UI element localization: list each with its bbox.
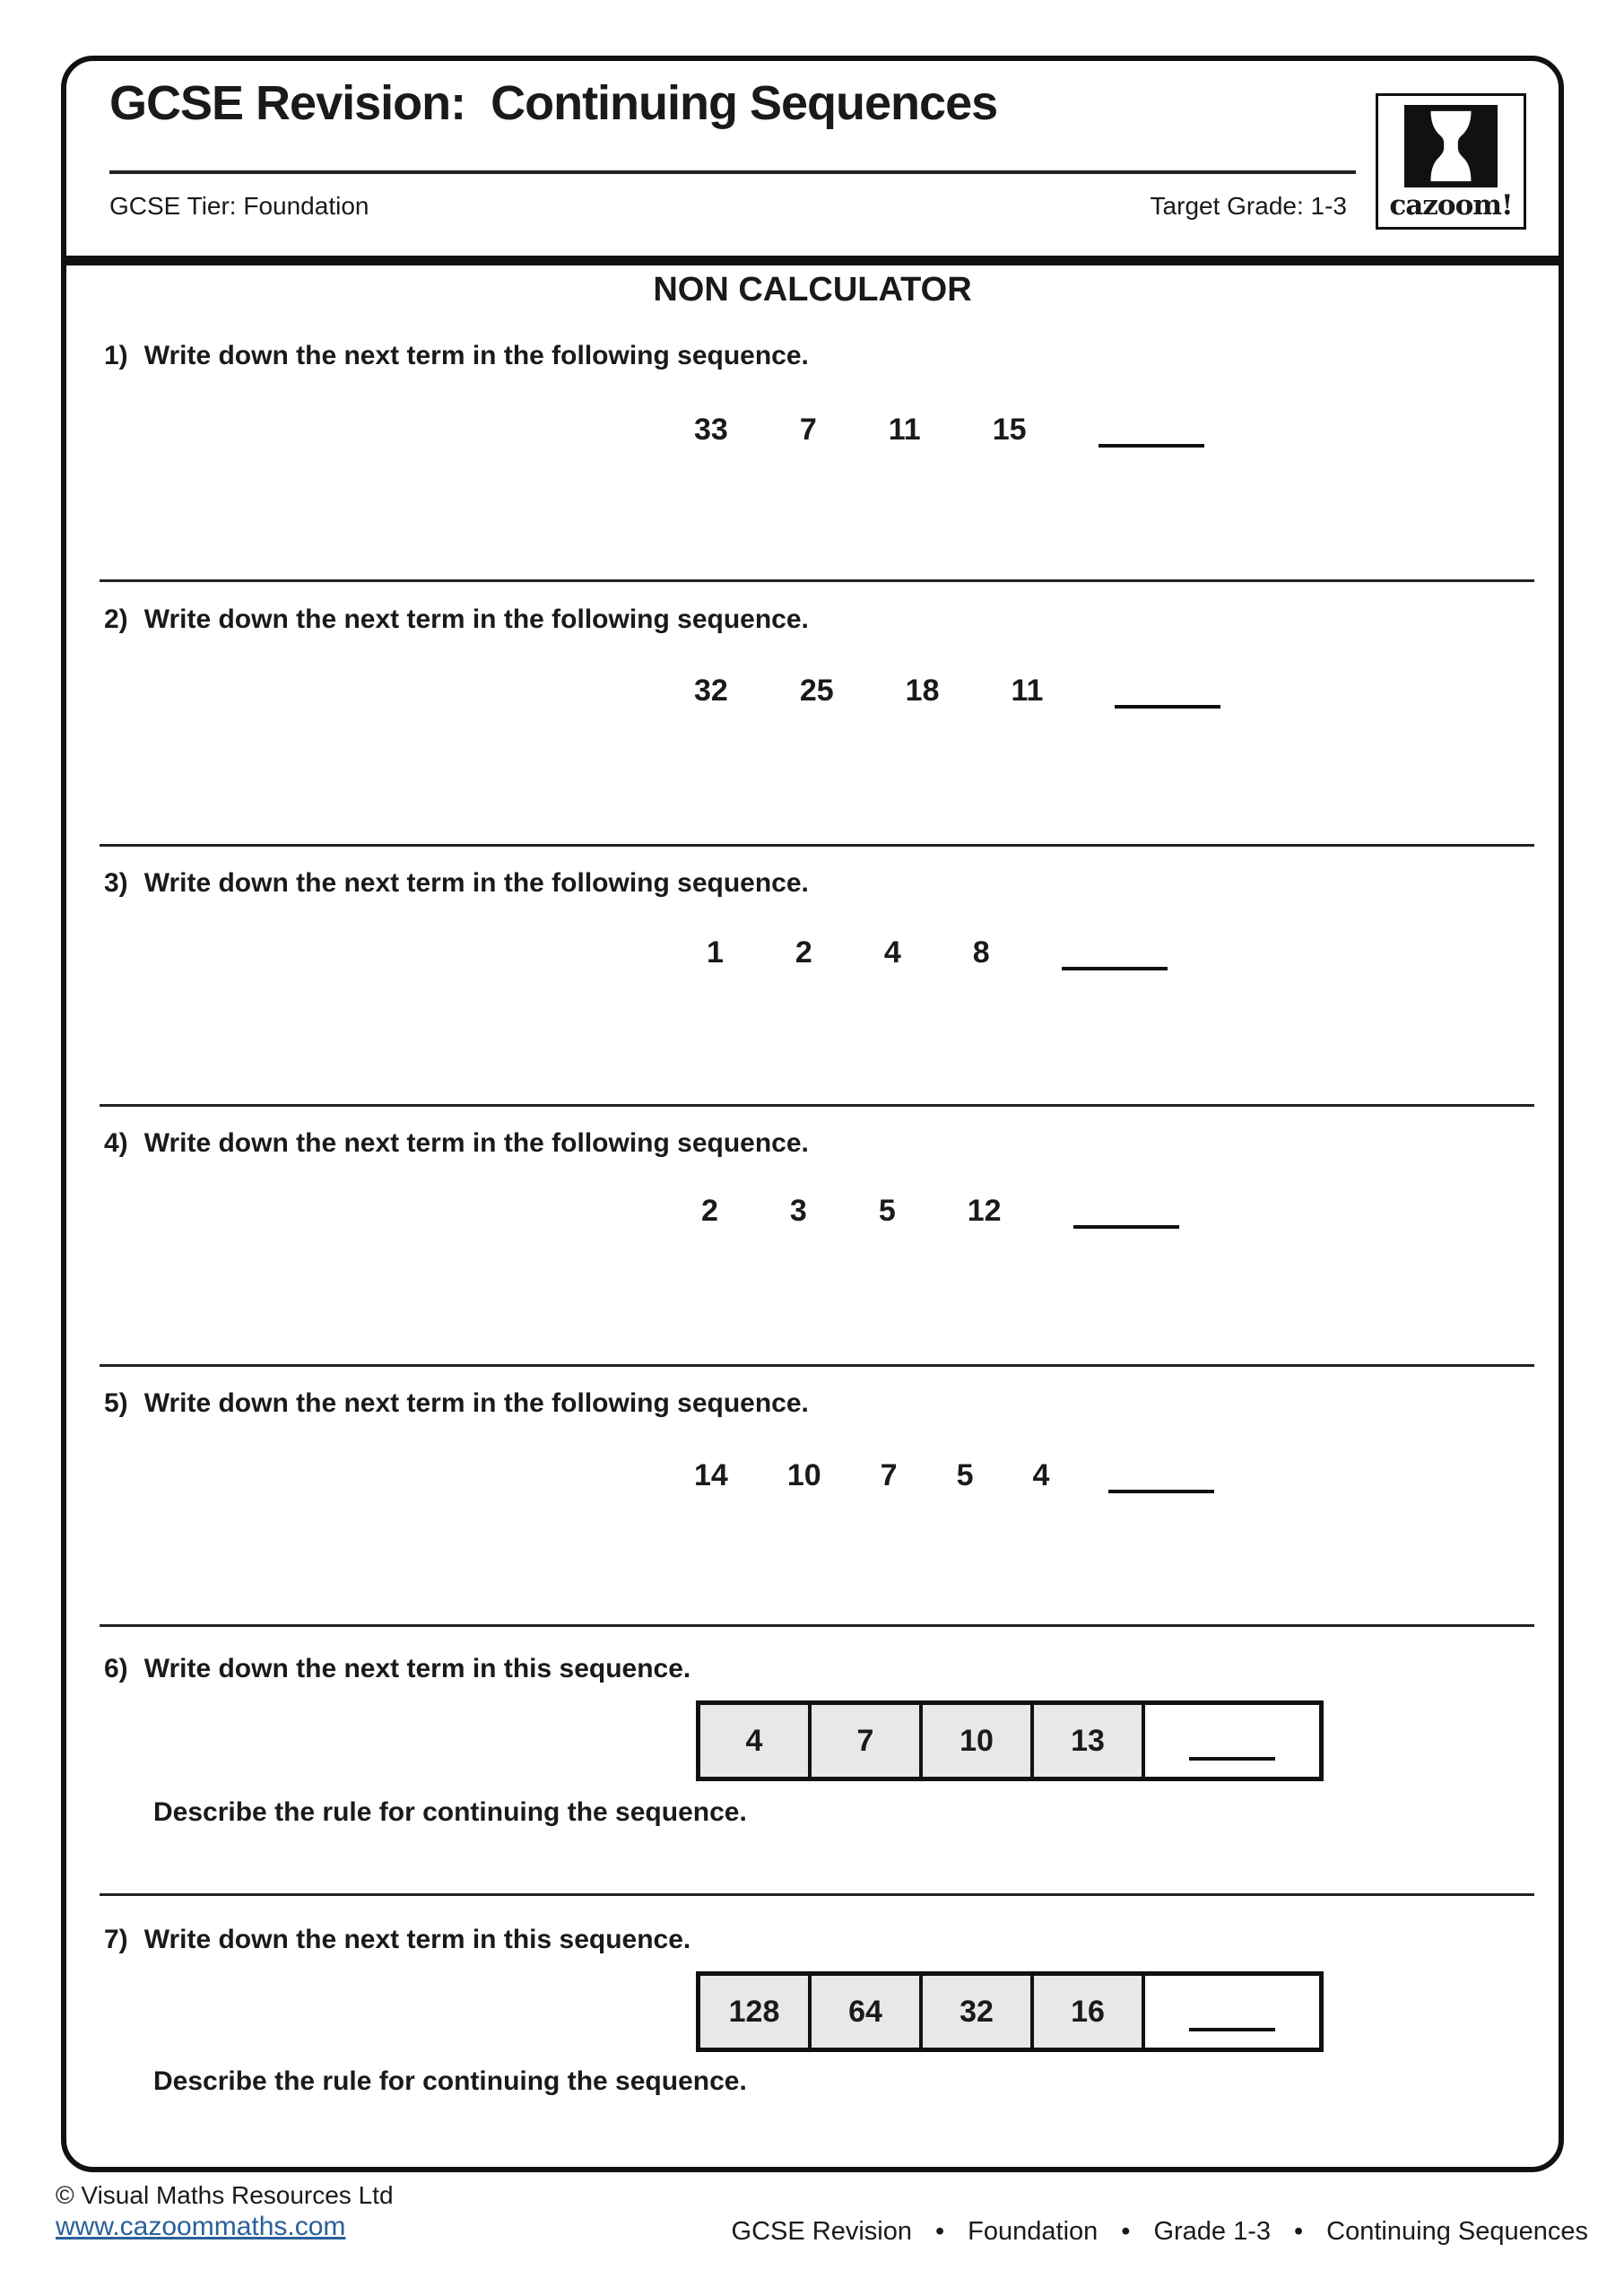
footer-breadcrumb bbox=[732, 2217, 1588, 2247]
answer-blank bbox=[1062, 944, 1168, 970]
question-number: 3) bbox=[104, 868, 128, 898]
question-prompt: Write down the next term in the following sequence. bbox=[143, 341, 809, 370]
answer-blank bbox=[1073, 1202, 1179, 1229]
table-cell: 32 bbox=[923, 1976, 1034, 2048]
rule-prompt: Describe the rule for continuing the sequence. bbox=[153, 1797, 747, 1827]
question-5-sequence bbox=[694, 1458, 1214, 1493]
sequence-term: 14 bbox=[694, 1458, 728, 1492]
header-separator-bar bbox=[66, 256, 1559, 265]
bullet-separator: • bbox=[935, 2217, 945, 2246]
worksheet-border bbox=[61, 56, 1564, 2172]
answer-blank bbox=[1115, 682, 1220, 709]
table-cell: 7 bbox=[812, 1705, 923, 1777]
sequence-term: 4 bbox=[1032, 1458, 1050, 1492]
table-answer-cell bbox=[1145, 1976, 1319, 2048]
breadcrumb-segment: Continuing Sequences bbox=[1326, 2217, 1588, 2246]
section-divider bbox=[100, 579, 1534, 582]
question-number: 1) bbox=[104, 341, 128, 370]
page-title: GCSE Revision: Continuing Sequences bbox=[109, 76, 998, 130]
question-4-heading bbox=[104, 1128, 809, 1159]
section-divider bbox=[100, 1104, 1534, 1107]
sequence-term: 25 bbox=[799, 674, 834, 708]
breadcrumb-segment: Grade 1-3 bbox=[1153, 2217, 1272, 2246]
bullet-separator: • bbox=[1294, 2217, 1304, 2246]
sequence-term: 5 bbox=[956, 1458, 974, 1492]
table-answer-cell bbox=[1145, 1705, 1319, 1777]
question-prompt: Write down the next term in the following sequence. bbox=[143, 1128, 809, 1158]
question-3-heading bbox=[104, 868, 809, 899]
answer-blank bbox=[1108, 1466, 1214, 1493]
question-7-sequence-table bbox=[696, 1971, 1324, 2052]
sequence-term: 2 bbox=[701, 1194, 718, 1228]
sequence-term: 11 bbox=[888, 413, 921, 447]
sequence-term: 18 bbox=[905, 674, 940, 708]
table-cell: 128 bbox=[700, 1976, 812, 2048]
question-number: 4) bbox=[104, 1128, 128, 1158]
question-number: 6) bbox=[104, 1654, 128, 1683]
cazoom-logo-text: cazoom! bbox=[1389, 189, 1513, 222]
question-3-sequence bbox=[707, 935, 1168, 970]
question-prompt: Write down the next term in the following sequence. bbox=[143, 868, 809, 898]
website-link[interactable]: www.cazoommaths.com bbox=[56, 2212, 346, 2241]
table-cell: 64 bbox=[812, 1976, 923, 2048]
breadcrumb-segment: GCSE Revision bbox=[731, 2217, 912, 2246]
sequence-term: 8 bbox=[972, 935, 990, 970]
rule-prompt: Describe the rule for continuing the sequence. bbox=[153, 2066, 747, 2096]
answer-blank bbox=[1189, 1752, 1275, 1761]
table-cell: 10 bbox=[923, 1705, 1034, 1777]
non-calculator-heading: NON CALCULATOR bbox=[653, 271, 972, 309]
sequence-term: 11 bbox=[1011, 674, 1044, 708]
question-5-heading bbox=[104, 1388, 809, 1419]
question-number: 5) bbox=[104, 1388, 128, 1418]
table-cell: 13 bbox=[1034, 1705, 1145, 1777]
sequence-term: 32 bbox=[694, 674, 728, 708]
section-divider bbox=[100, 1624, 1534, 1627]
breadcrumb-segment: Foundation bbox=[968, 2217, 1099, 2246]
bullet-separator: • bbox=[1121, 2217, 1131, 2246]
target-grade-label: Target Grade: 1-3 bbox=[1150, 192, 1347, 220]
title-underline bbox=[109, 170, 1356, 174]
sequence-term: 15 bbox=[992, 413, 1027, 447]
sequence-term: 7 bbox=[799, 413, 817, 447]
section-divider bbox=[100, 844, 1534, 847]
question-1-heading bbox=[104, 341, 809, 371]
section-divider bbox=[100, 1893, 1534, 1896]
sequence-term: 33 bbox=[694, 413, 728, 447]
answer-blank bbox=[1099, 421, 1204, 448]
question-2-sequence bbox=[694, 674, 1220, 709]
question-2-heading bbox=[104, 604, 809, 635]
question-6-heading bbox=[104, 1654, 690, 1684]
table-cell: 16 bbox=[1034, 1976, 1145, 2048]
copyright-text: © Visual Maths Resources Ltd bbox=[56, 2181, 394, 2209]
sequence-term: 1 bbox=[707, 935, 724, 970]
question-4-sequence bbox=[701, 1194, 1179, 1229]
sequence-term: 2 bbox=[795, 935, 812, 970]
question-6-sequence-table bbox=[696, 1700, 1324, 1781]
question-1-sequence bbox=[694, 413, 1204, 448]
table-cell: 4 bbox=[700, 1705, 812, 1777]
cazoom-logo bbox=[1376, 93, 1526, 230]
sequence-term: 3 bbox=[789, 1194, 807, 1228]
question-number: 7) bbox=[104, 1925, 128, 1954]
answer-blank bbox=[1189, 2022, 1275, 2031]
section-divider bbox=[100, 1364, 1534, 1367]
tier-label: GCSE Tier: Foundation bbox=[109, 192, 369, 220]
question-prompt: Write down the next term in this sequence. bbox=[143, 1654, 691, 1683]
sequence-term: 7 bbox=[880, 1458, 898, 1492]
sequence-term: 4 bbox=[883, 935, 901, 970]
sequence-term: 10 bbox=[786, 1458, 821, 1492]
question-prompt: Write down the next term in the following sequence. bbox=[143, 1388, 809, 1418]
question-prompt: Write down the next term in the following sequence. bbox=[143, 604, 809, 634]
question-7-heading bbox=[104, 1925, 690, 1955]
sequence-term: 12 bbox=[967, 1194, 1002, 1228]
djembe-drum-icon bbox=[1404, 105, 1498, 187]
sequence-term: 5 bbox=[878, 1194, 896, 1228]
question-number: 2) bbox=[104, 604, 128, 634]
question-prompt: Write down the next term in this sequence. bbox=[143, 1925, 691, 1954]
